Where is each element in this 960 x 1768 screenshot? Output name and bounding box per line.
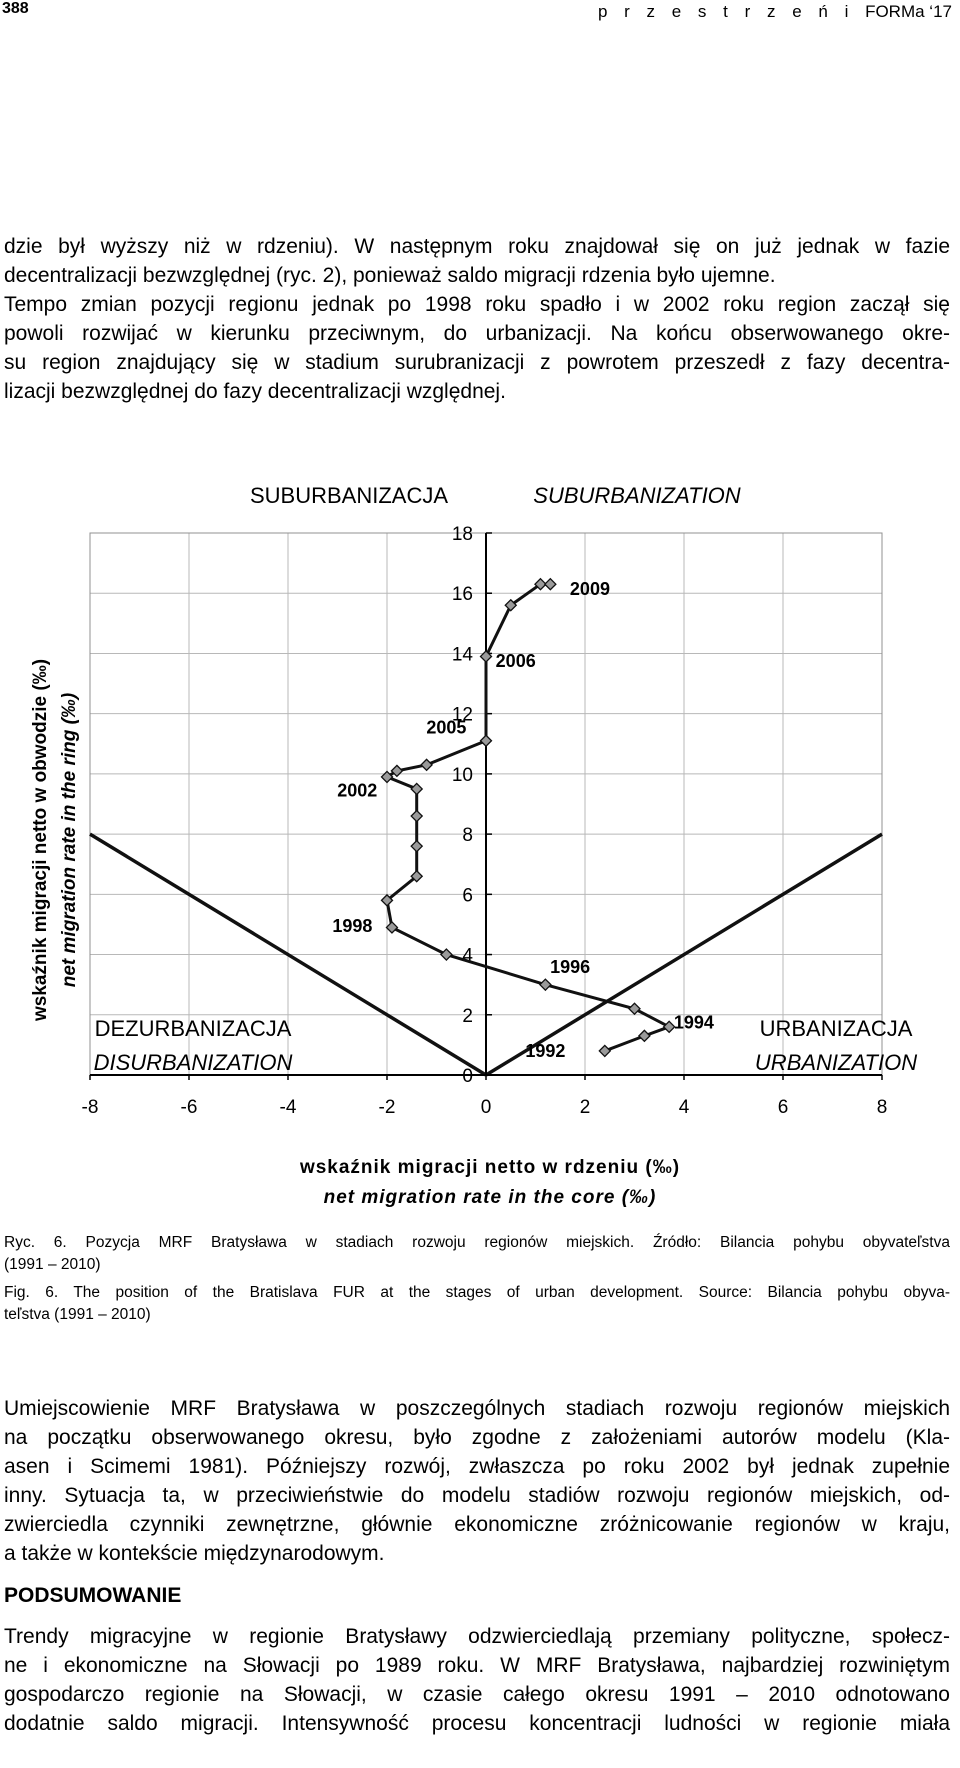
caption-line: Fig. 6. The position of the Bratislava FUR at the stages of urban development. Source: Bilancia pohybu obyva- — [4, 1284, 950, 1301]
body-line: asen i Scimemi 1981). Późniejszy rozwój, zwłaszcza po roku 2002 był jednak zupełnie — [4, 1455, 950, 1478]
x-axis-title: wskaźnik migracji netto w rdzeniu (‰) — [299, 1157, 681, 1178]
x-tick-label: -8 — [81, 1097, 99, 1118]
region-label-suburbanization: SUBURBANIZATION — [533, 483, 741, 508]
y-axis-title-en: net migration rate in the ring (‰) — [59, 692, 80, 988]
body-line: inny. Sytuacja ta, w przeciwieństwie do modelu stadiów rozwoju regionów miejskich, od- — [4, 1484, 950, 1507]
year-label: 2006 — [495, 651, 536, 672]
body-line: Umiejscowienie MRF Bratysława w poszczególnych stadiach rozwoju regionów miejskich — [4, 1397, 950, 1420]
y-axis-title: wskaźnik migracji netto w obwodzie (‰) — [30, 658, 51, 1022]
data-point-marker — [411, 841, 422, 852]
data-point-marker — [639, 1030, 650, 1041]
body-line: zwierciedla czynniki zewnętrzne, głównie ekonomiczne zróżnicowanie regionów w kraju, — [4, 1513, 950, 1536]
year-label: 2009 — [569, 578, 610, 599]
intro-line: decentralizacji bezwzględnej (ryc. 2), ponieważ saldo migracji rdzenia było ujemne. — [4, 264, 776, 287]
y-tick-label: 18 — [451, 524, 473, 545]
y-tick-label: 8 — [462, 825, 473, 847]
migration-stage-chart — [0, 470, 960, 1230]
y-tick-label: 16 — [451, 584, 473, 606]
summary-line: dodatnie saldo migracji. Intensywność procesu koncentracji ludności w regionie miała — [4, 1712, 950, 1735]
intro-line: lizacji bezwzględnej do fazy decentralizacji względnej. — [4, 380, 506, 403]
body-paragraph — [4, 1394, 950, 1568]
year-label: 2002 — [337, 780, 378, 801]
data-point-marker — [411, 811, 422, 822]
year-label: 1992 — [525, 1041, 566, 1062]
region-label-dezurbanizacja: DEZURBANIZACJA — [94, 1016, 292, 1041]
x-tick-label: 6 — [777, 1097, 789, 1118]
summary-line: ne i ekonomiczne na Słowacji po 1989 roku. W MRF Bratysława, najbardziej rozwiniętym — [4, 1654, 950, 1677]
caption-line: Ryc. 6. Pozycja MRF Bratysława w stadiach rozwoju regionów miejskich. Źródło: Bilancia pohybu obyvateľstva — [4, 1234, 950, 1251]
data-point-marker — [481, 651, 492, 662]
journal-issue: ‘17 — [924, 2, 952, 21]
x-tick-label: 4 — [678, 1097, 690, 1118]
figure-caption-en — [4, 1282, 950, 1326]
y-tick-label: 14 — [451, 644, 473, 666]
data-point-marker — [441, 949, 452, 960]
data-point-marker — [386, 922, 397, 933]
summary-line: gospodarczo regionie na Słowacji, w czasie całego okresu 1991 – 2010 odnotowano — [4, 1683, 950, 1706]
x-tick-label: 2 — [579, 1097, 591, 1118]
year-label: 1994 — [673, 1012, 714, 1033]
journal-prefix: p r z e s t r z e ń i — [597, 2, 866, 21]
y-tick-label: 6 — [462, 885, 473, 907]
intro-line: Tempo zmian pozycji regionu jednak po 1998 roku spadło i w 2002 roku region zaczął się — [4, 293, 950, 316]
year-label: 1998 — [332, 916, 373, 937]
data-point-marker — [540, 979, 551, 990]
figure-caption-pl — [4, 1232, 950, 1276]
intro-line: powoli rozwijać w kierunku przeciwnym, do urbanizacji. Na końcu obserwowanego okre- — [4, 322, 950, 345]
x-tick-label: -2 — [378, 1097, 396, 1118]
x-tick-label: -4 — [279, 1097, 297, 1118]
data-point-marker — [599, 1045, 610, 1056]
body-line: a także w kontekście międzynarodowym. — [4, 1542, 385, 1565]
journal-form: FORMa — [865, 2, 925, 21]
x-tick-label: 0 — [480, 1097, 492, 1118]
caption-line: teľstva (1991 – 2010) — [4, 1306, 151, 1323]
data-point-marker — [421, 759, 432, 770]
body-line: na początku obserwowanego okresu, było zgodne z założeniami autorów modelu (Kla- — [4, 1426, 950, 1449]
intro-paragraph — [4, 232, 950, 406]
region-label-disurbanization: DISURBANIZATION — [93, 1050, 293, 1075]
region-label-urbanization: URBANIZATION — [754, 1050, 918, 1075]
y-tick-label: 4 — [462, 945, 473, 967]
year-label: 2005 — [426, 717, 467, 738]
x-tick-label: 8 — [876, 1097, 888, 1118]
journal-running-head — [598, 2, 952, 22]
summary-paragraph — [4, 1622, 950, 1738]
year-label: 1996 — [550, 956, 591, 977]
section-heading: PODSUMOWANIE — [4, 1584, 182, 1607]
y-tick-label: 12 — [451, 704, 473, 726]
y-tick-label: 2 — [462, 1005, 473, 1027]
region-label-suburbanizacja: SUBURBANIZACJA — [249, 483, 449, 508]
y-tick-label: 10 — [451, 764, 473, 786]
caption-line: (1991 – 2010) — [4, 1256, 101, 1273]
summary-line: Trendy migracyjne w regionie Bratysławy odzwierciedlają przemiany polityczne, społecz- — [4, 1625, 950, 1648]
data-point-marker — [629, 1003, 640, 1014]
region-label-urbanizacja: URBANIZACJA — [759, 1016, 913, 1041]
y-tick-label: 0 — [462, 1066, 473, 1087]
x-tick-label: -6 — [180, 1097, 198, 1118]
x-axis-title-en: net migration rate in the core (‰) — [323, 1187, 657, 1208]
intro-line: su region znajdujący się w stadium surubranizacji z powrotem przeszedł z fazy decentra- — [4, 351, 950, 374]
data-point-marker — [545, 579, 556, 590]
page-number: 388 — [2, 0, 29, 17]
data-point-marker — [481, 735, 492, 746]
data-point-marker — [411, 783, 422, 794]
intro-line: dzie był wyższy niż w rdzeniu). W następnym roku znajdował się on już jednak w fazie — [4, 235, 950, 258]
